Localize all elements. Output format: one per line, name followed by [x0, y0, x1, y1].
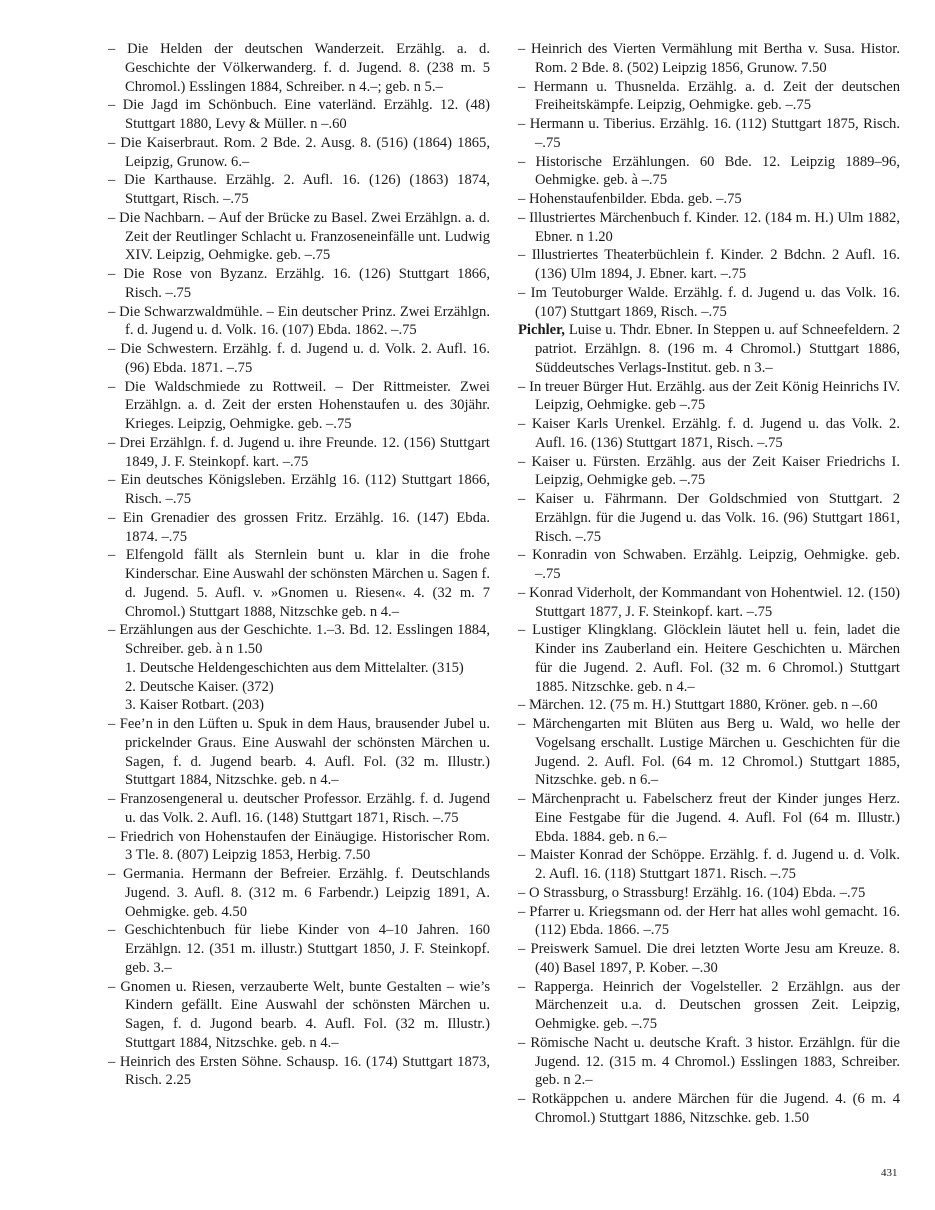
bibliography-entry: – Kaiser u. Fährmann. Der Goldschmied von Stuttgart. 2 Erzählgn. für die Jugend u. das Volk. 16. (96) Stuttgart 1861, Risch. –.75	[518, 491, 900, 545]
page-number: 431	[881, 1167, 898, 1179]
bibliography-entry: – Kaiser Karls Urenkel. Erzählg. f. d. Jugend u. das Volk. 2. Aufl. 16. (136) Stuttgart 1871, Risch. –.75	[518, 416, 900, 451]
bibliography-entry: – Märchengarten mit Blüten aus Berg u. Wald, wo helle der Vogelsang erschallt. Lustige Märchen u. Geschichten für die Jugend. 2. Aufl. Fol. (64 m. 12 Chromol.) Stuttgart 1885, Nitzschke. geb. n 6.–	[518, 716, 900, 789]
bibliography-entry: 1. Deutsche Heldengeschichten aus dem Mittelalter. (315)	[125, 659, 464, 676]
bibliography-entry: – Hermann u. Thusnelda. Erzählg. a. d. Zeit der deutschen Freiheitskämpfe. Leipzig, Oehmigke. geb. –.75	[518, 78, 900, 114]
bibliography-entry: – Die Karthause. Erzählg. 2. Aufl. 16. (126) (1863) 1874, Stuttgart, Risch. –.75	[108, 172, 490, 207]
bibliography-entry: – Historische Erzählungen. 60 Bde. 12. Leipzig 1889–96, Oehmigke. geb. à –.75	[518, 153, 900, 189]
bibliography-entry: – Märchen. 12. (75 m. H.) Stuttgart 1880, Kröner. geb. n –.60	[518, 697, 878, 714]
bibliography-entry: – Lustiger Klingklang. Glöcklein läutet hell u. fein, ladet die Kinder ins Zauberland ein. Heitere Geschichten u. Märchen für die Jugend. 2. Aufl. Fol. (32 m. 6 Chromol.) Stuttgart 1885. Nitzschke. geb. n 4.–	[518, 622, 900, 695]
left-column	[108, 40, 490, 1090]
bibliography-entry: – Illustriertes Märchenbuch f. Kinder. 12. (184 m. H.) Ulm 1882, Ebner. n 1.20	[518, 209, 900, 245]
bibliography-entry: – Rotkäppchen u. andere Märchen für die Jugend. 4. (6 m. 4 Chromol.) Stuttgart 1886, Nitzschke. geb. 1.50	[518, 1091, 900, 1126]
bibliography-entry: 3. Kaiser Rotbart. (203)	[125, 697, 265, 714]
bibliography-entry: – Konradin von Schwaben. Erzählg. Leipzig, Oehmigke. geb. –.75	[518, 547, 900, 582]
bibliography-entry: – Franzosengeneral u. deutscher Professor. Erzählg. f. d. Jugend u. das Volk. 2. Aufl. 16. (148) Stuttgart 1871, Risch. –.75	[108, 791, 490, 826]
bibliography-entry: – Die Rose von Byzanz. Erzählg. 16. (126) Stuttgart 1866, Risch. –.75	[108, 266, 490, 301]
bibliography-entry: – Friedrich von Hohenstaufen der Einäugige. Historischer Rom. 3 Tle. 8. (807) Leipzig 1853, Herbig. 7.50	[108, 828, 490, 864]
bibliography-entry: – Rapperga. Heinrich der Vogelsteller. 2 Erzählgn. aus der Märchenzeit u.a. d. Deutschen grossen Zeit. Leipzig, Oehmigke. geb. –.75	[518, 978, 900, 1032]
bibliography-entry: – Germania. Hermann der Befreier. Erzählg. f. Deutschlands Jugend. 3. Aufl. 8. (312 m. 6 Farbendr.) Leipzig 1891, A. Oehmigke. geb. 4.50	[108, 866, 490, 920]
bibliography-entry: – Die Waldschmiede zu Rottweil. – Der Rittmeister. Zwei Erzählgn. a. d. Zeit der ersten Hohenstaufen u. des 30jähr. Krieges. Leipzig, Oehmigke. geb. –.75	[108, 378, 490, 432]
bibliography-entry: – Erzählungen aus der Geschichte. 1.–3. Bd. 12. Esslingen 1884, Schreiber. geb. à n 1.50	[108, 622, 490, 657]
bibliography-entry: 2. Deutsche Kaiser. (372)	[125, 678, 274, 695]
bibliography-entry: – O Strassburg, o Strassburg! Erzählg. 16. (104) Ebda. –.75	[518, 884, 866, 901]
bibliography-entry: – Geschichtenbuch für liebe Kinder von 4–10 Jahren. 160 Erzählgn. 12. (351 m. illustr.) Stuttgart 1850, J. F. Steinkopf. geb. 3.–	[108, 922, 490, 976]
bibliography-entry: – Die Schwarzwaldmühle. – Ein deutscher Prinz. Zwei Erzählgn. f. d. Jugend u. d. Volk. 16. (107) Ebda. 1862. –.75	[108, 303, 490, 339]
entry-text: Luise u. Thdr. Ebner. In Steppen u. auf Schneefeldern. 2 patriot. Erzählgn. 8. (196 m. 4 Chromol.) Stuttgart 1886, Süddeutsches Verlags-Institut. geb. n 3.–	[535, 322, 900, 376]
bibliography-entry: – Gnomen u. Riesen, verzauberte Welt, bunte Gestalten – wie’s Kindern gefällt. Eine Auswahl der schönsten Märchen u. Sagen, f. d. Jugond bearb. 4. Aufl. Fol. (32 m. Illustr.) Stuttgart 1884, Nitzschke. geb. n 4.–	[108, 978, 490, 1051]
bibliography-entry: – Fee’n in den Lüften u. Spuk in dem Haus, brausender Jubel u. prickelnder Graus. Eine Auswahl der schönsten Märchen u. Sagen, f. d. Jugend bearb. 4. Aufl. Fol. (32 m. Illustr.) Stuttgart 1884, Nitzschke. geb. n 4.–	[108, 716, 490, 789]
bibliography-entry: – Pfarrer u. Kriegsmann od. der Herr hat alles wohl gemacht. 16. (112) Ebda. 1866. –.75	[518, 903, 900, 939]
bibliography-entry: – Märchenpracht u. Fabelscherz freut der Kinder junges Herz. Eine Festgabe für die Jugend. 4. Aufl. Fol (64 m. Illustr.) Ebda. 1884. geb. n 6.–	[518, 791, 900, 845]
bibliography-entry: – Maister Konrad der Schöppe. Erzählg. f. d. Jugend u. d. Volk. 2. Aufl. 16. (118) Stuttgart 1871. Risch. –.75	[518, 847, 900, 882]
bibliography-entry: – Römische Nacht u. deutsche Kraft. 3 histor. Erzählgn. für die Jugend. 12. (315 m. 4 Chromol.) Esslingen 1883, Schreiber. geb. n 2.–	[518, 1034, 900, 1089]
bibliography-entry: – Die Nachbarn. – Auf der Brücke zu Basel. Zwei Erzählgn. a. d. Zeit der Reutlinger Schlacht u. Franzoseneinfälle unt. Ludwig XIV. Leipzig, Oehmigke. geb. –.75	[108, 209, 490, 264]
bibliography-entry: – Drei Erzählgn. f. d. Jugend u. ihre Freunde. 12. (156) Stuttgart 1849, J. F. Steinkopf. kart. –.75	[108, 434, 490, 470]
bibliography-entry: – Die Helden der deutschen Wanderzeit. Erzählg. a. d. Geschichte der Völkerwanderg. f. d. Jugend. 8. (238 m. 5 Chromol.) Esslingen 1884, Schreiber. n 4.–; geb. n 5.–	[108, 41, 490, 95]
bibliography-entry: – Konrad Viderholt, der Kommandant von Hohentwiel. 12. (150) Stuttgart 1877, J. F. Steinkopf. kart. –.75	[518, 584, 900, 620]
bibliography-entry	[518, 321, 900, 377]
bibliography-entry: – Hermann u. Tiberius. Erzählg. 16. (112) Stuttgart 1875, Risch. –.75	[518, 116, 900, 151]
bibliography-entry: – Elfengold fällt als Sternlein bunt u. klar in die frohe Kinderschar. Eine Auswahl der schönsten Märchen u. Sagen f. d. Jugend. 5. Aufl. v. »Gnomen u. Riesen«. 4. (32 m. 7 Chromol.) Stuttgart 1888, Nitzschke geb. n 4.–	[108, 547, 490, 620]
bibliography-entry: – Illustriertes Theaterbüchlein f. Kinder. 2 Bdchn. 2 Aufl. 16. (136) Ulm 1894, J. Ebner. kart. –.75	[518, 247, 900, 282]
bibliography-entry: – Die Kaiserbraut. Rom. 2 Bde. 2. Ausg. 8. (516) (1864) 1865, Leipzig, Grunow. 6.–	[108, 134, 490, 170]
right-column	[518, 40, 900, 1128]
bibliography-entry: – Ein deutsches Königsleben. Erzählg 16. (112) Stuttgart 1866, Risch. –.75	[108, 472, 490, 507]
bibliography-entry: – In treuer Bürger Hut. Erzählg. aus der Zeit König Heinrichs IV. Leipzig, Oehmigke. geb –.75	[518, 378, 900, 414]
bibliography-entry: – Die Schwestern. Erzählg. f. d. Jugend u. d. Volk. 2. Aufl. 16. (96) Ebda. 1871. –.75	[108, 341, 490, 376]
bibliography-entry: – Heinrich des Ersten Söhne. Schausp. 16. (174) Stuttgart 1873, Risch. 2.25	[108, 1053, 490, 1089]
bibliography-entry: – Heinrich des Vierten Vermählung mit Bertha v. Susa. Histor. Rom. 2 Bde. 8. (502) Leipzig 1856, Grunow. 7.50	[518, 41, 900, 76]
author-name: Pichler,	[518, 322, 565, 339]
bibliography-entry: – Ein Grenadier des grossen Fritz. Erzählg. 16. (147) Ebda. 1874. –.75	[108, 509, 490, 545]
bibliography-entry: – Die Jagd im Schönbuch. Eine vaterländ. Erzählg. 12. (48) Stuttgart 1880, Levy & Müller. n –.60	[108, 97, 490, 132]
bibliography-entry: – Im Teutoburger Walde. Erzählg. f. d. Jugend u. das Volk. 16. (107) Stuttgart 1869, Risch. –.75	[518, 284, 900, 320]
bibliography-entry: – Kaiser u. Fürsten. Erzählg. aus der Zeit Kaiser Friedrichs I. Leipzig, Oehmigke geb. –.75	[518, 453, 900, 489]
bibliography-entry: – Preiswerk Samuel. Die drei letzten Worte Jesu am Kreuze. 8. (40) Basel 1897, P. Kober. –.30	[518, 941, 900, 976]
bibliography-entry: – Hohenstaufenbilder. Ebda. geb. –.75	[518, 191, 742, 207]
